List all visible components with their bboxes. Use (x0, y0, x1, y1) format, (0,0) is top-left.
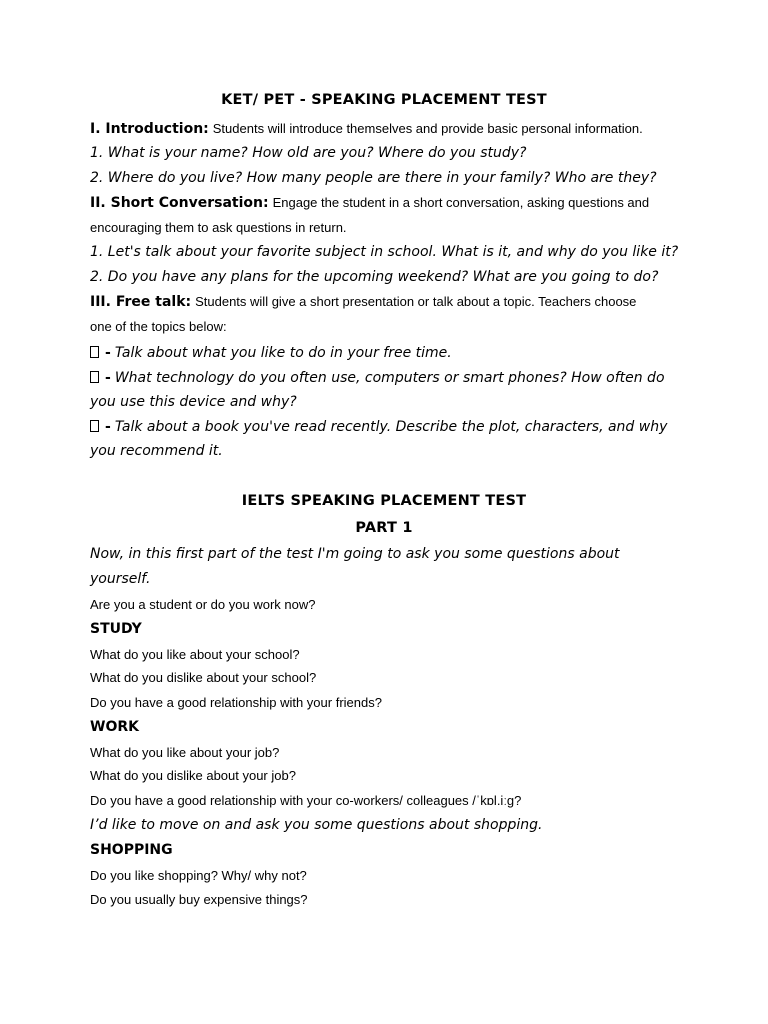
study-heading: STUDY (90, 621, 142, 637)
ielts-part-title: PART 1 (355, 520, 413, 536)
shopping-transition: I’d like to move on and ask you some questions about shopping. (90, 817, 543, 833)
missing-glyph-icon (90, 346, 99, 358)
short-conversation-question-1: 1. Let's talk about your favorite subject in school. What is it, and why do you like it? (90, 244, 679, 260)
ielts-intro: Now, in this first part of the test I'm going to ask you some questions about (90, 546, 620, 562)
bullet-dash: - (105, 370, 111, 386)
shopping-question-1: Do you like shopping? Why/ why not? (90, 868, 307, 883)
free-talk-topic-3 (90, 418, 667, 436)
short-conversation-question-2: 2. Do you have any plans for the upcoming weekend? What are you going to do? (90, 269, 659, 285)
intro-description: Students will introduce themselves and provide basic personal information. (212, 121, 643, 136)
short-conversation-heading: II. Short Conversation: (90, 195, 269, 211)
bullet-dash: - (105, 345, 111, 361)
study-question-2: What do you dislike about your school? (90, 670, 317, 685)
short-conversation-description-cont: encouraging them to ask questions in return. (90, 220, 347, 235)
ielts-question-student: Are you a student or do you work now? (90, 597, 316, 612)
free-talk-heading: III. Free talk: (90, 294, 192, 310)
free-talk-topic-2-text: What technology do you often use, computers or smart phones? How often do (114, 370, 665, 386)
short-conversation-description: Engage the student in a short conversation, asking questions and (272, 195, 650, 210)
free-talk-description-cont: one of the topics below: (90, 319, 227, 334)
intro-heading: I. Introduction: (90, 121, 209, 137)
bullet-dash: - (105, 419, 111, 435)
free-talk-description: Students will give a short presentation or talk about a topic. Teachers choose (195, 294, 637, 309)
short-conversation-paragraph (90, 194, 649, 212)
work-question-2: What do you dislike about your job? (90, 768, 296, 783)
ket-pet-title: KET/ PET - SPEAKING PLACEMENT TEST (221, 92, 547, 108)
work-heading: WORK (90, 719, 139, 735)
free-talk-topic-3-text: Talk about a book you've read recently. Describe the plot, characters, and why (114, 419, 668, 435)
free-talk-topic-2-cont: you use this device and why? (90, 394, 297, 410)
work-question-3: Do you have a good relationship with your co-workers/ colleagues /ˈkɒl.iːg? (90, 793, 522, 808)
work-question-1: What do you like about your job? (90, 745, 280, 760)
intro-question-2: 2. Where do you live? How many people are there in your family? Who are they? (90, 170, 657, 186)
ielts-title: IELTS SPEAKING PLACEMENT TEST (241, 493, 527, 509)
intro-question-1: 1. What is your name? How old are you? Where do you study? (90, 145, 527, 161)
ielts-intro-cont: yourself. (90, 571, 151, 587)
intro-paragraph (90, 120, 643, 138)
shopping-heading: SHOPPING (90, 842, 173, 858)
free-talk-topic-3-cont: you recommend it. (90, 443, 223, 459)
free-talk-topic-1 (90, 344, 452, 362)
study-question-3: Do you have a good relationship with your friends? (90, 695, 382, 710)
free-talk-paragraph (90, 293, 636, 311)
missing-glyph-icon (90, 420, 99, 432)
shopping-question-2: Do you usually buy expensive things? (90, 892, 308, 907)
study-question-1: What do you like about your school? (90, 647, 300, 662)
missing-glyph-icon (90, 371, 99, 383)
free-talk-topic-1-text: Talk about what you like to do in your free time. (114, 345, 452, 361)
free-talk-topic-2 (90, 369, 665, 387)
